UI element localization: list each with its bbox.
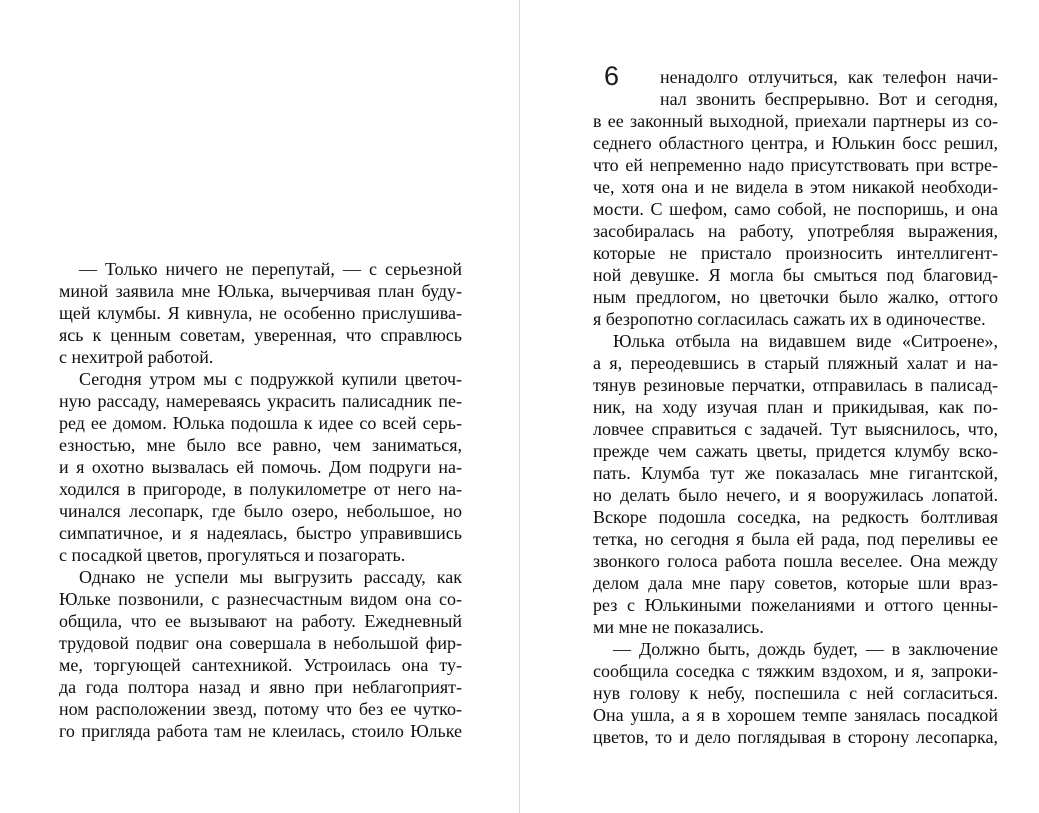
text-line: миной заявила мне Юлька, вычерчивая план буду- [59, 281, 462, 301]
text-line: ную рассаду, намереваясь украсить палисадник пе- [59, 391, 462, 411]
text-line: что ей непременно надо присутствовать при встре- [593, 155, 998, 175]
text-line: нув голову к небу, поспешила с ней согласиться. [593, 683, 998, 703]
text-line: которые не пристало произносить интеллигент- [593, 243, 998, 263]
page-divider [519, 0, 520, 813]
text-line: ном расположении звезд, потому что без ее чутко- [59, 699, 462, 719]
text-line: и я охотно вызвалась ей помочь. Дом подруги на- [59, 457, 462, 477]
text-line: сообщила соседка с тяжким вздохом, и я, запроки- [593, 661, 998, 681]
text-line: симпатичное, и я надеялась, быстро управившись [59, 523, 462, 543]
text-line: ми мне не показались. [593, 617, 764, 637]
text-line: — Должно быть, дождь будет, — в заключение [613, 639, 998, 659]
text-line: нал звонить беспрерывно. Вот и сегодня, [660, 89, 998, 109]
text-line: Юлька отбыла на видавшем виде «Ситроене», [613, 331, 998, 351]
text-line: пать. Клумба тут же показалась мне гигантской, [593, 463, 998, 483]
text-line: да года полтора назад и явно при неблагоприят- [59, 677, 462, 697]
text-line: Однако не успели мы выгрузить рассаду, как [79, 567, 462, 587]
text-line: я безропотно согласилась сажать их в одиночестве. [593, 309, 986, 329]
text-line: щей клумбы. Я кивнула, не особенно прислушива- [59, 303, 462, 323]
text-line: а я, переодевшись в старый пляжный халат и на- [593, 353, 998, 373]
text-line: чинался лесопарк, где было озеро, небольшое, но [59, 501, 462, 521]
text-line: рез с Юлькиными пожеланиями и оттого ценны- [593, 595, 998, 615]
text-line: езностью, мне было все равно, чем заниматься, [59, 435, 462, 455]
text-line: мости. С шефом, само собой, не поспоришь, и она [593, 199, 998, 219]
text-line: ловчее справиться с задачей. Тут выяснилось, что, [593, 419, 998, 439]
text-line: прежде чем сажать цветы, придется клумбу вско- [593, 441, 998, 461]
text-line: но делать было нечего, и я вооружилась лопатой. [593, 485, 998, 505]
text-line: го пригляда работа там не клеилась, стоило Юльке [59, 721, 462, 741]
text-line: ме, торгующей сантехникой. Устроилась она ту- [59, 655, 462, 675]
text-line: с посадкой цветов, прогуляться и позагорать. [59, 545, 406, 565]
text-line: Вскоре подошла соседка, на редкость болтливая [593, 507, 998, 527]
text-line: ным предлогом, но цветочки было жалко, оттого [593, 287, 998, 307]
text-line: — Только ничего не перепутай, — с серьезной [79, 259, 462, 279]
text-line: ник, на ходу изучая план и прикидывая, как по- [593, 397, 998, 417]
text-line: засобиралась на работу, употребляя выражения, [593, 221, 998, 241]
text-line: в ее законный выходной, приехали партнеры из со- [593, 111, 998, 131]
text-line: тянув резиновые перчатки, отправилась в палисад- [593, 375, 998, 395]
left-page-text [59, 258, 462, 742]
text-line: Она ушла, а я в хорошем темпе занялась посадкой [593, 705, 998, 725]
text-line: ной девушке. Я могла бы смыться под благовид- [593, 265, 998, 285]
text-line: трудовой подвиг она совершала в небольшой фир- [59, 633, 462, 653]
text-line: Юльке позвонили, с разнесчастным видом она со- [59, 589, 462, 609]
text-line: ненадолго отлучиться, как телефон начи- [660, 67, 998, 87]
right-page-text [593, 66, 998, 748]
text-line: ред ее домом. Юлька подошла к идее со всей серь- [59, 413, 462, 433]
text-line: тетка, но сегодня я была ей рада, под переливы ее [593, 529, 998, 549]
text-line: ясь к ценным советам, уверенная, что справлюсь [59, 325, 462, 345]
text-line: с нехитрой работой. [59, 347, 214, 367]
text-line: общила, что ее вызывают на работу. Ежедневный [59, 611, 462, 631]
text-line: звонкого голоса работа пошла веселее. Она между [593, 551, 998, 571]
text-line: седнего областного центра, и Юлькин босс решил, [593, 133, 998, 153]
text-line: делом дала мне пару советов, которые шли враз- [593, 573, 998, 593]
text-line: цветов, то и дело поглядывая в сторону лесопарка, [593, 727, 998, 747]
text-line: Сегодня утром мы с подружкой купили цветоч- [79, 369, 462, 389]
text-line: че, хотя она и не видела в этом никакой необходи- [593, 177, 998, 197]
text-line: ходился в пригороде, в полукилометре от него на- [59, 479, 462, 499]
page-number: 6 [604, 61, 620, 91]
